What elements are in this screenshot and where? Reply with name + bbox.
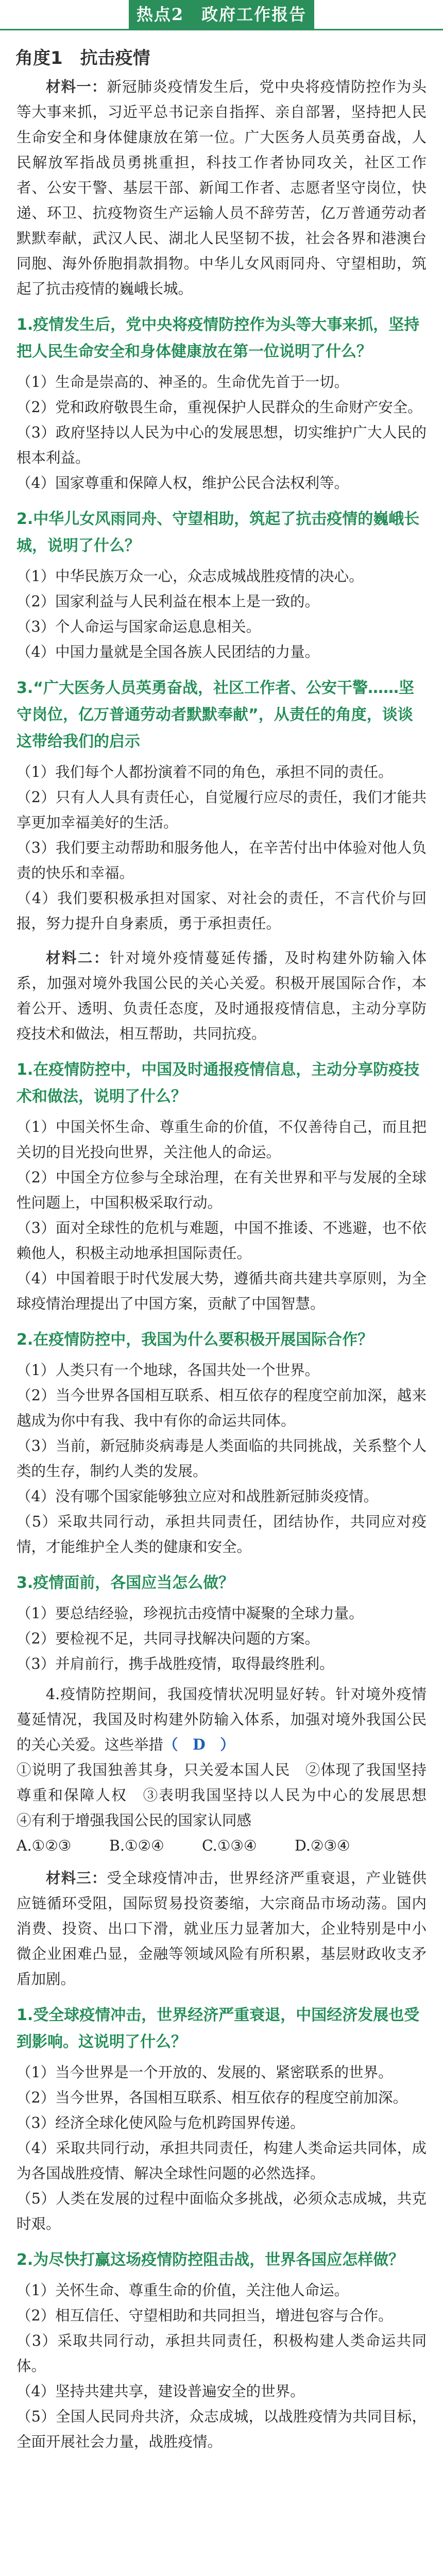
answer-line: （4）坚持共建共享，建设普遍安全的世界。 (16, 2383, 305, 2400)
answer-line: （4）国家尊重和保障人权，维护公民合法权利等。 (16, 474, 349, 492)
answer-line: （3）采取共同行动，承担共同责任，积极构建人类命运共同体。 (16, 2332, 427, 2375)
answer-line: （1）我们每个人都扮演着不同的角色，承担不同的责任。 (16, 764, 393, 781)
answer-line: （3）政府坚持以人民为中心的发展思想，切实维护广大人民的根本利益。 (16, 424, 427, 466)
choice-question-stem (0, 1676, 443, 1757)
material-label: 材料二： (46, 949, 110, 967)
choice-a: A.①②③ (16, 1837, 72, 1854)
answer-line: （3）当前，新冠肺炎病毒是人类面临的共同挑战，关系整个人类的生存，制约人类的发展。 (16, 1437, 427, 1480)
choice-row (0, 1833, 443, 1858)
question: 3.疫情面前，各国应当怎么做？ (16, 1574, 234, 1592)
material-text: 受全球疫情冲击，世界经济严重衰退，产业链供应链循环受阻，国际贸易投资萎缩，大宗商品市场动荡。国内消费、投资、出口下滑，就业压力显著加大，企业特别是中小微企业困难凸显，金融等领域风险有所积累，基层财政收支矛盾加剧。 (16, 1870, 427, 1988)
answer-line: （3）面对全球性的危机与难题，中国不推诿、不逃避，也不依赖他人，积极主动地承担国际责任。 (16, 1219, 427, 1262)
answer-line: （5）采取共同行动，承担共同责任，团结协作，共同应对疫情，才能维护全人类的健康和安全。 (16, 1513, 427, 1555)
option-2: ②体现了我国坚持尊重和保障人权 (16, 1761, 427, 1804)
material-text: 针对境外疫情蔓延传播，及时构建外防输入体系，加强对境外我国公民的关心关爱。积极开展国际合作，本着公开、透明、负责任态度，及时通报疫情信息，主动分享防疫技术和做法，相互帮助，共同抗疫。 (16, 950, 427, 1042)
answer-line: （4）采取共同行动，承担共同责任，构建人类命运共同体，成为各国战胜疫情、解决全球性问题的必然选择。 (16, 2140, 427, 2182)
answer-line: （1）生命是崇高的、神圣的。生命优先首于一切。 (16, 374, 349, 391)
material-label: 材料三： (46, 1869, 107, 1887)
answer-line: （5）人类在发展的过程中面临众多挑战，必须众志成城，共克时艰。 (16, 2190, 427, 2232)
answer-line: （2）要检视不足，共同寻找解决问题的方案。 (16, 1630, 320, 1647)
answer-line: （1）当今世界是一个开放的、发展的、紧密联系的世界。 (16, 2064, 393, 2081)
option-4: ④有利于增强我国公民的国家认同感 (16, 1812, 252, 1829)
answer-line: （4）没有哪个国家能够独立应对和战胜新冠肺炎疫情。 (16, 1488, 379, 1505)
answer-line: （2）中国全方位参与全球治理，在有关世界和平与发展的全球性问题上，中国积极采取行动。 (16, 1169, 427, 1211)
answer-line: （3）经济全球化使风险与危机跨国界传递。 (16, 2114, 305, 2131)
material-text: 新冠肺炎疫情发生后，党中央将疫情防控作为头等大事来抓，习近平总书记亲自指挥、亲自部署，坚持把人民生命安全和身体健康放在第一位。广大医务人员英勇奋战，人民解放军指战员勇挑重担，科技工作者协同攻关，社区工作者、公安干警、基层干部、新闻工作者、志愿者坚守岗位，快递、环卫、抗疫物资生产运输人员不辞劳苦，亿万普通劳动者默默奉献，武汉人民、湖北人民坚韧不拔，社会各界和港澳台同胞、海外侨胞捐款捐物。中华儿女风雨同舟、守望相助，筑起了抗击疫情的巍峨长城。 (16, 78, 427, 297)
option-line (0, 1757, 443, 1833)
answer-line: （4）中国力量就是全国各族人民团结的力量。 (16, 643, 320, 660)
answer-line: （2）党和政府敬畏生命，重视保护人民群众的生命财产安全。 (16, 399, 422, 416)
option-3: ③表明我国坚持以人民为中心的发展思想 (143, 1787, 427, 1804)
page-title: 热点2 政府工作报告解读 (129, 0, 314, 29)
answer-line: （2）相互信任、守望相助和共同担当，增进包容与合作。 (16, 2307, 393, 2324)
answer-paren: （ D ） (163, 1736, 235, 1753)
question: 1.受全球疫情冲击，世界经济严重衰退，中国经济发展也受到影响。这说明了什么？ (16, 2006, 420, 2051)
stem-text: 4.疫情防控期间，我国疫情状况明显好转。针对境外疫情蔓延情况，我国及时构建外防输入体系，加强对境外我国公民的关心关爱。这些举措 (16, 1686, 427, 1753)
question: 1.在疫情防控中，中国及时通报疫情信息，主动分享防疫技术和做法，说明了什么？ (16, 1061, 420, 1106)
choice-d: D.②③④ (295, 1837, 350, 1854)
choice-b: B.①②④ (109, 1837, 164, 1854)
answer-line: （2）当今世界各国相互联系、相互依存的程度空前加深，越来越成为你中有我、我中有你的命运共同体。 (16, 1387, 427, 1429)
question: 2.在疫情防控中，我国为什么要积极开展国际合作？ (16, 1331, 373, 1349)
answer-line: （1）关怀生命、尊重生命的价值，关注他人命运。 (16, 2282, 349, 2299)
answer-line: （1）中华民族万众一心，众志成城战胜疫情的决心。 (16, 568, 364, 585)
answer-line: （2）国家利益与人民利益在根本上是一致的。 (16, 593, 320, 610)
material-paragraph (0, 1858, 443, 1992)
angle-heading: 角度1 抗击疫情 (15, 48, 150, 69)
answer-line: （4）我们要积极承担对国家、对社会的责任，不言代价与回报，努力提升自身素质，勇于承担责任。 (16, 890, 427, 932)
answer-line: （4）中国着眼于时代发展大势，遵循共商共建共享原则，为全球疫情治理提出了中国方案，贡献了中国智慧。 (16, 1270, 427, 1312)
answer-line: （1）人类只有一个地球，各国共处一个世界。 (16, 1362, 320, 1379)
question: 2.为尽快打赢这场疫情防控阻击战，世界各国应怎样做？ (16, 2251, 404, 2269)
answer-line: （1）中国关怀生命、尊重生命的价值，不仅善待自己，而且把关切的目光投向世界，关注他人的命运。 (16, 1118, 427, 1161)
answer-line: （5）全国人民同舟共济，众志成城，以战胜疫情为共同目标，全面开展社会力量，战胜疫情。 (16, 2408, 427, 2450)
question: 1.疫情发生后，党中央将疫情防控作为头等大事来抓，坚持把人民生命安全和身体健康放在第一位说明了什么？ (16, 316, 420, 361)
material-paragraph (0, 936, 443, 1046)
answer-line: （2）只有人人具有责任心，自觉履行应尽的责任，我们才能共享更加幸福美好的生活。 (16, 789, 427, 831)
answer-line: （3）个人命运与国家命运息息相关。 (16, 618, 261, 635)
title-bar (0, 0, 443, 53)
option-1: ①说明了我国独善其身，只关爱本国人民 (16, 1761, 291, 1778)
answer-line: （3）并肩前行，携手战胜疫情，取得最终胜利。 (16, 1655, 334, 1672)
material-paragraph (0, 74, 443, 301)
answer-line: （2）当今世界，各国相互联系、相互依存的程度空前加深。 (16, 2089, 408, 2106)
answer-line: （3）我们要主动帮助和服务他人，在辛苦付出中体验对他人负责的快乐和幸福。 (16, 839, 427, 882)
question: 3.“广大医务人员英勇奋战，社区工作者、公安干警……坚守岗位，亿万普通劳动者默默奉献”，从责任的角度，谈谈这带给我们的启示 (16, 679, 414, 751)
material-label: 材料一： (46, 78, 107, 95)
choice-c: C.①③④ (202, 1837, 257, 1854)
question: 2.中华儿女风雨同舟、守望相助，筑起了抗击疫情的巍峨长城，说明了什么？ (16, 510, 420, 555)
answer-line: （1）要总结经验，珍视抗击疫情中凝聚的全球力量。 (16, 1605, 364, 1622)
